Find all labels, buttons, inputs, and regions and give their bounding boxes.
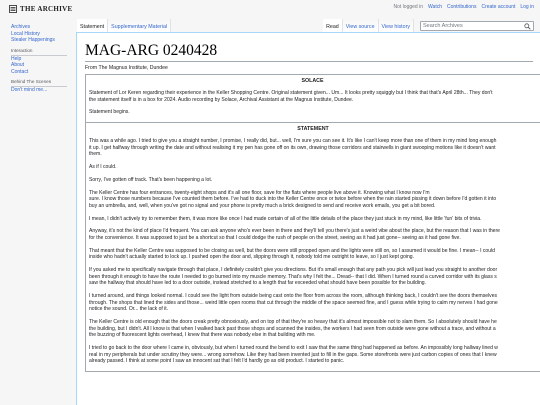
paragraph-line: for the convenience. It was supposed to just be a shortcut so that I could dodge the rush of people on the street, seeing as it had just gone-- seeing as it had gone five. [89,235,461,242]
paragraph-line: That meant that the Keller Centre was supposed to be closing as well, but the doors were still propped open and the lights were still on, so I assumed it would be fine. I mean-- I could [89,247,495,254]
paragraph-line: buy an umbrella, and, well, when you've got no signal and your phone is pretty much a brick designed to send and receive work emails, you get a bit bored. [89,202,436,209]
statement-paragraph [89,164,536,171]
page-title: MAG-ARG 0240428 [85,42,533,62]
statement-paragraph [89,293,536,313]
tab-supplementary-material[interactable]: Supplementary Material [108,19,171,32]
statement-paragraph [89,90,536,103]
paragraph-line: Anyway, it's not the kind of place I'd frequent. You can ask anyone who's ever been in there and they'll tell you there's just a weird vibe about the place, but the reason that I was in there [89,228,500,235]
paragraph-line: sure. I know those numbers because I've counted them before. I've had to duck into the Keller Centre once or twice before when the rain started pissing it down before I'd gotten it into [89,196,497,203]
paragraph-line: the buzzing of fluorescent lights overhead, I knew that there was nobody else in that building with me. [89,332,316,339]
sidebar-item-help[interactable]: Help [11,55,22,62]
site-logo[interactable] [9,3,73,15]
sidebar [0,20,76,94]
site-subtitle: From The Magnus Institute, Dundee [85,65,168,71]
log-in-link[interactable]: Log in [520,4,534,10]
statement-paragraph [89,177,536,184]
paragraph-line: Statement begins. [89,109,130,116]
not-logged-in-label: Not logged in [393,4,423,10]
personal-tools [394,4,534,10]
intro-section [89,90,536,116]
paragraph-line: Statement of Lor Keren regarding their experience in the Keller Shopping Centre. Original statement given... Um... It looks pretty squiggly but I think that that's April 28th... They don't [89,90,493,96]
statement-paragraph [89,319,536,339]
statement-paragraph [89,216,536,223]
statement-paragraph [89,109,536,116]
paragraph-line: the building, but I didn't. All I know is that when I walked back past those shops and scanned the insides, the workers I had seen from outside were gone without a trace, and without a [89,325,496,332]
statement-paragraph [89,190,536,210]
tab-statement[interactable]: Statement [77,19,108,32]
paragraph-line: This was a while ago. I tried to give you a straight number, I promise, I really did, but... well, I'm sure you can see it. It's like I can't keep more than one of them in my mind long enough [89,138,497,145]
statement-paragraph [89,138,536,158]
search-input[interactable] [423,23,523,29]
namespace-tabs [77,19,171,32]
sidebar-item-stealer-happenings[interactable]: Stealer Happenings [11,37,55,43]
paragraph-line: it up. I get halfway through writing the date and without realising it my pen has gone off on its own, drawing those corridors and stairwells in giant swooping motions like it doesn't want [89,144,496,151]
paragraph-line: through. The shops that lined the sides and those... weird little open rooms that cut through the middle of the space seemed fine, and I guess while trying to calm my nerves I had gone [89,299,498,306]
paragraph-line: notice the sound. Or... the lack of it. [89,306,169,313]
paragraph-line: the statement itself is in a box for 2024. Audio recording by Solace, Archival Assistant at the Magnus Institute, Dundee. [89,96,354,103]
paragraph-line: If you asked me to specifically navigate through that place, I definitely couldn't give you directions. But it's small enough that any path you pick will just lead you straight to another door [89,267,498,274]
paragraph-line: I tried to go back to the door where I came in, obviously, but when I turned round the bend to exit I saw that the same thing had happened as before. An impossibly long hallway lined w [89,345,498,352]
statement-body [89,138,536,365]
statement-paragraph [89,248,536,261]
section-heading-solace: SOLACE [301,78,324,84]
paragraph-line: already passed. I think at some point I saw an innocent sat that I felt I'd hardly go as old product. I started to panic. [89,358,345,365]
sidebar-item-contact[interactable]: Contact [11,68,29,75]
sidebar-group-behind-the-scenes [0,87,76,94]
logo-text: THE ARCHIVE [20,5,73,13]
search-icon[interactable] [524,23,531,30]
section-heading-statement: STATEMENT [86,122,540,133]
sidebar-portal [0,20,76,44]
paragraph-line: them. [89,151,102,158]
tab-read[interactable]: Read [323,19,343,32]
archive-logo-icon [9,5,17,13]
search-box [420,21,534,31]
sidebar-heading-interaction: Interaction [11,47,33,53]
sidebar-group-interaction [0,56,76,76]
watch-link[interactable]: Watch [428,4,442,10]
paragraph-line: The Keller Centre is old enough that the doors creak pretty obnoxiously, and on top of that they're so heavy that it's almost impossible not to slam them. So I absolutely should have he [89,319,497,326]
paragraph-line: I mean, I didn't actively try to remember them, it was more like once I had made certain of all of the little details of the place they just stuck in my mind, like little 'fun' bits of trivia. [89,215,482,222]
sidebar-item-archives[interactable]: Archives [11,24,31,30]
sidebar-item-dont-mind-me[interactable]: Don't mind me... [11,87,48,93]
paragraph-line: been through it enough to have the route I needed to go burned into my muscle memory. That's why I felt the... Dread-- that I did. When I turned round a curved corridor with its glass s [89,273,497,280]
paragraph-line: As if I could. [89,164,117,171]
paragraph-line: real in my peripherals but under scrutiny they were... wrong somehow. Like they had been invented just to fill in the gaps. Some storefronts were just carbon copies of ones that I knew [89,351,497,358]
main-content [76,32,540,405]
contributions-link[interactable]: Contributions [446,4,477,10]
statement-paragraph [89,228,536,241]
tab-view-source[interactable]: View source [343,19,379,32]
sidebar-item-local-history[interactable]: Local History [11,30,40,37]
sidebar-item-about[interactable]: About [11,62,25,68]
statement-paragraph [89,345,536,365]
view-tabs [323,19,534,32]
paragraph-line: inside who hadn't actually started to lock up. I pushed open the door and, slipping through it, nobody told me outright to leave, so I just kept going. [89,254,415,261]
statement-document [85,74,540,372]
paragraph-line: I turned around, and things looked normal. I could see the light from outside being cast onto the floor from across the room, although thinking back, I couldn't see the doors themselves [89,293,498,300]
statement-paragraph [89,267,536,287]
paragraph-line: saw the hallway that should have led to a door outside, instead stretched to a length that far exceeded what should have been possible for the building. [89,280,426,287]
tab-view-history[interactable]: View history [379,19,414,32]
paragraph-line: The Keller Centre has four entrances, twenty-eight shops and it's all one floor, save for the flats where people live above it. Knowing what I know now I'm [89,189,430,196]
sidebar-heading-behind-the-scenes: Behind The Scenes [11,79,52,84]
create-account-link[interactable]: Create account [481,4,516,10]
paragraph-line: Sorry, I've gotten off track. That's been happening a lot. [89,176,213,183]
